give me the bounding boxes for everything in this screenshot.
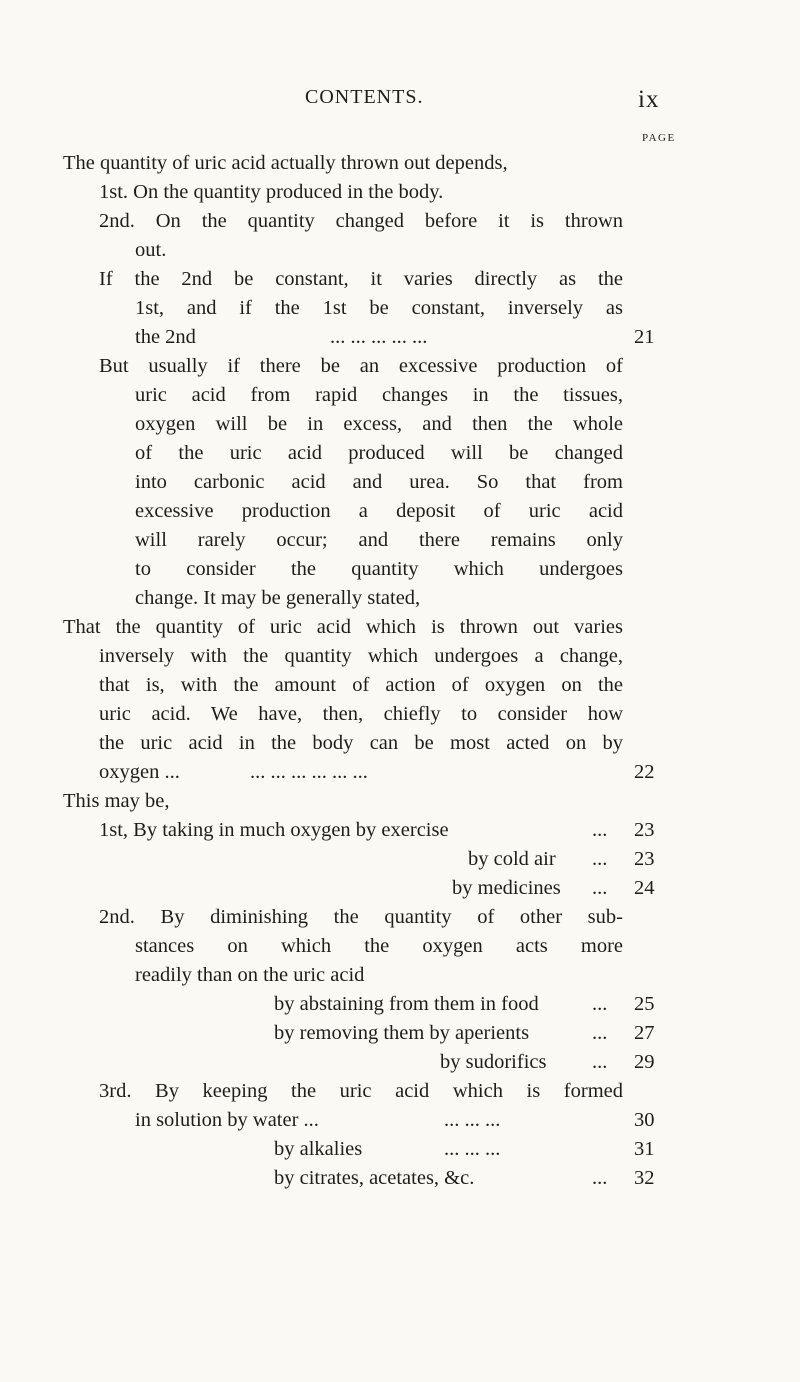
toc-page-number: 22: [634, 761, 655, 783]
toc-page-number: 31: [634, 1138, 655, 1160]
page-column-label: PAGE: [642, 132, 676, 144]
toc-line: uric acid from rapid changes in the tissues,: [135, 384, 623, 406]
toc-line: into carbonic acid and urea. So that from: [135, 471, 623, 493]
toc-leader-dots: ...: [592, 819, 608, 841]
toc-line: But usually if there be an excessive production of: [99, 355, 623, 377]
toc-line: 3rd. By keeping the uric acid which is formed: [99, 1080, 623, 1102]
toc-line: to consider the quantity which undergoes: [135, 558, 623, 580]
toc-leader-dots: ...: [592, 848, 608, 870]
running-header-title: CONTENTS.: [305, 86, 424, 108]
toc-line: inversely with the quantity which undergoes a change,: [99, 645, 623, 667]
toc-page-number: 23: [634, 819, 655, 841]
toc-line: by citrates, acetates, &c.: [274, 1167, 475, 1189]
toc-line: by sudorifics: [440, 1051, 547, 1073]
toc-line: that is, with the amount of action of oxygen on the: [99, 674, 623, 696]
toc-line: in solution by water ...: [135, 1109, 319, 1131]
toc-line: This may be,: [63, 790, 170, 812]
toc-line: uric acid. We have, then, chiefly to consider how: [99, 703, 623, 725]
toc-page-number: 24: [634, 877, 655, 899]
toc-leader-dots: ...: [592, 1167, 608, 1189]
toc-line: change. It may be generally stated,: [135, 587, 421, 609]
toc-line: oxygen will be in excess, and then the whole: [135, 413, 623, 435]
toc-leader-dots: ...: [592, 993, 608, 1015]
toc-line: 1st, By taking in much oxygen by exercise: [99, 819, 449, 841]
toc-leader-dots: ... ... ...: [444, 1109, 501, 1131]
toc-page-number: 21: [634, 326, 655, 348]
running-header-page-number: ix: [638, 86, 660, 113]
toc-line: readily than on the uric acid: [135, 964, 365, 986]
toc-line: the 2nd: [135, 326, 196, 348]
toc-line: 2nd. On the quantity changed before it is thrown: [99, 210, 623, 232]
toc-leader-dots: ...: [592, 877, 608, 899]
toc-leader-dots: ... ... ... ... ... ...: [250, 761, 368, 783]
toc-line: 1st, and if the 1st be constant, inversely as: [135, 297, 623, 319]
toc-page-number: 27: [634, 1022, 655, 1044]
toc-line: of the uric acid produced will be changed: [135, 442, 623, 464]
toc-page-number: 29: [634, 1051, 655, 1073]
toc-leader-dots: ...: [592, 1022, 608, 1044]
toc-page-number: 32: [634, 1167, 655, 1189]
toc-line: by medicines: [452, 877, 561, 899]
toc-line: will rarely occur; and there remains only: [135, 529, 623, 551]
toc-line: stances on which the oxygen acts more: [135, 935, 623, 957]
toc-line: oxygen ...: [99, 761, 180, 783]
toc-line: 2nd. By diminishing the quantity of other sub-: [99, 906, 623, 928]
toc-line: by removing them by aperients: [274, 1022, 530, 1044]
toc-line: out.: [135, 239, 167, 261]
toc-leader-dots: ...: [592, 1051, 608, 1073]
toc-leader-dots: ... ... ... ... ...: [330, 326, 428, 348]
toc-page-number: 23: [634, 848, 655, 870]
toc-line: by cold air: [468, 848, 556, 870]
toc-line: The quantity of uric acid actually thrown out depends,: [63, 152, 508, 174]
toc-line: the uric acid in the body can be most acted on by: [99, 732, 623, 754]
toc-line: by alkalies: [274, 1138, 363, 1160]
toc-page-number: 25: [634, 993, 655, 1015]
toc-line: excessive production a deposit of uric acid: [135, 500, 623, 522]
toc-line: by abstaining from them in food: [274, 993, 539, 1015]
toc-line: 1st. On the quantity produced in the body.: [99, 181, 444, 203]
toc-line: If the 2nd be constant, it varies directly as the: [99, 268, 623, 290]
toc-line: That the quantity of uric acid which is thrown out varies: [63, 616, 623, 638]
toc-leader-dots: ... ... ...: [444, 1138, 501, 1160]
toc-page-number: 30: [634, 1109, 655, 1131]
